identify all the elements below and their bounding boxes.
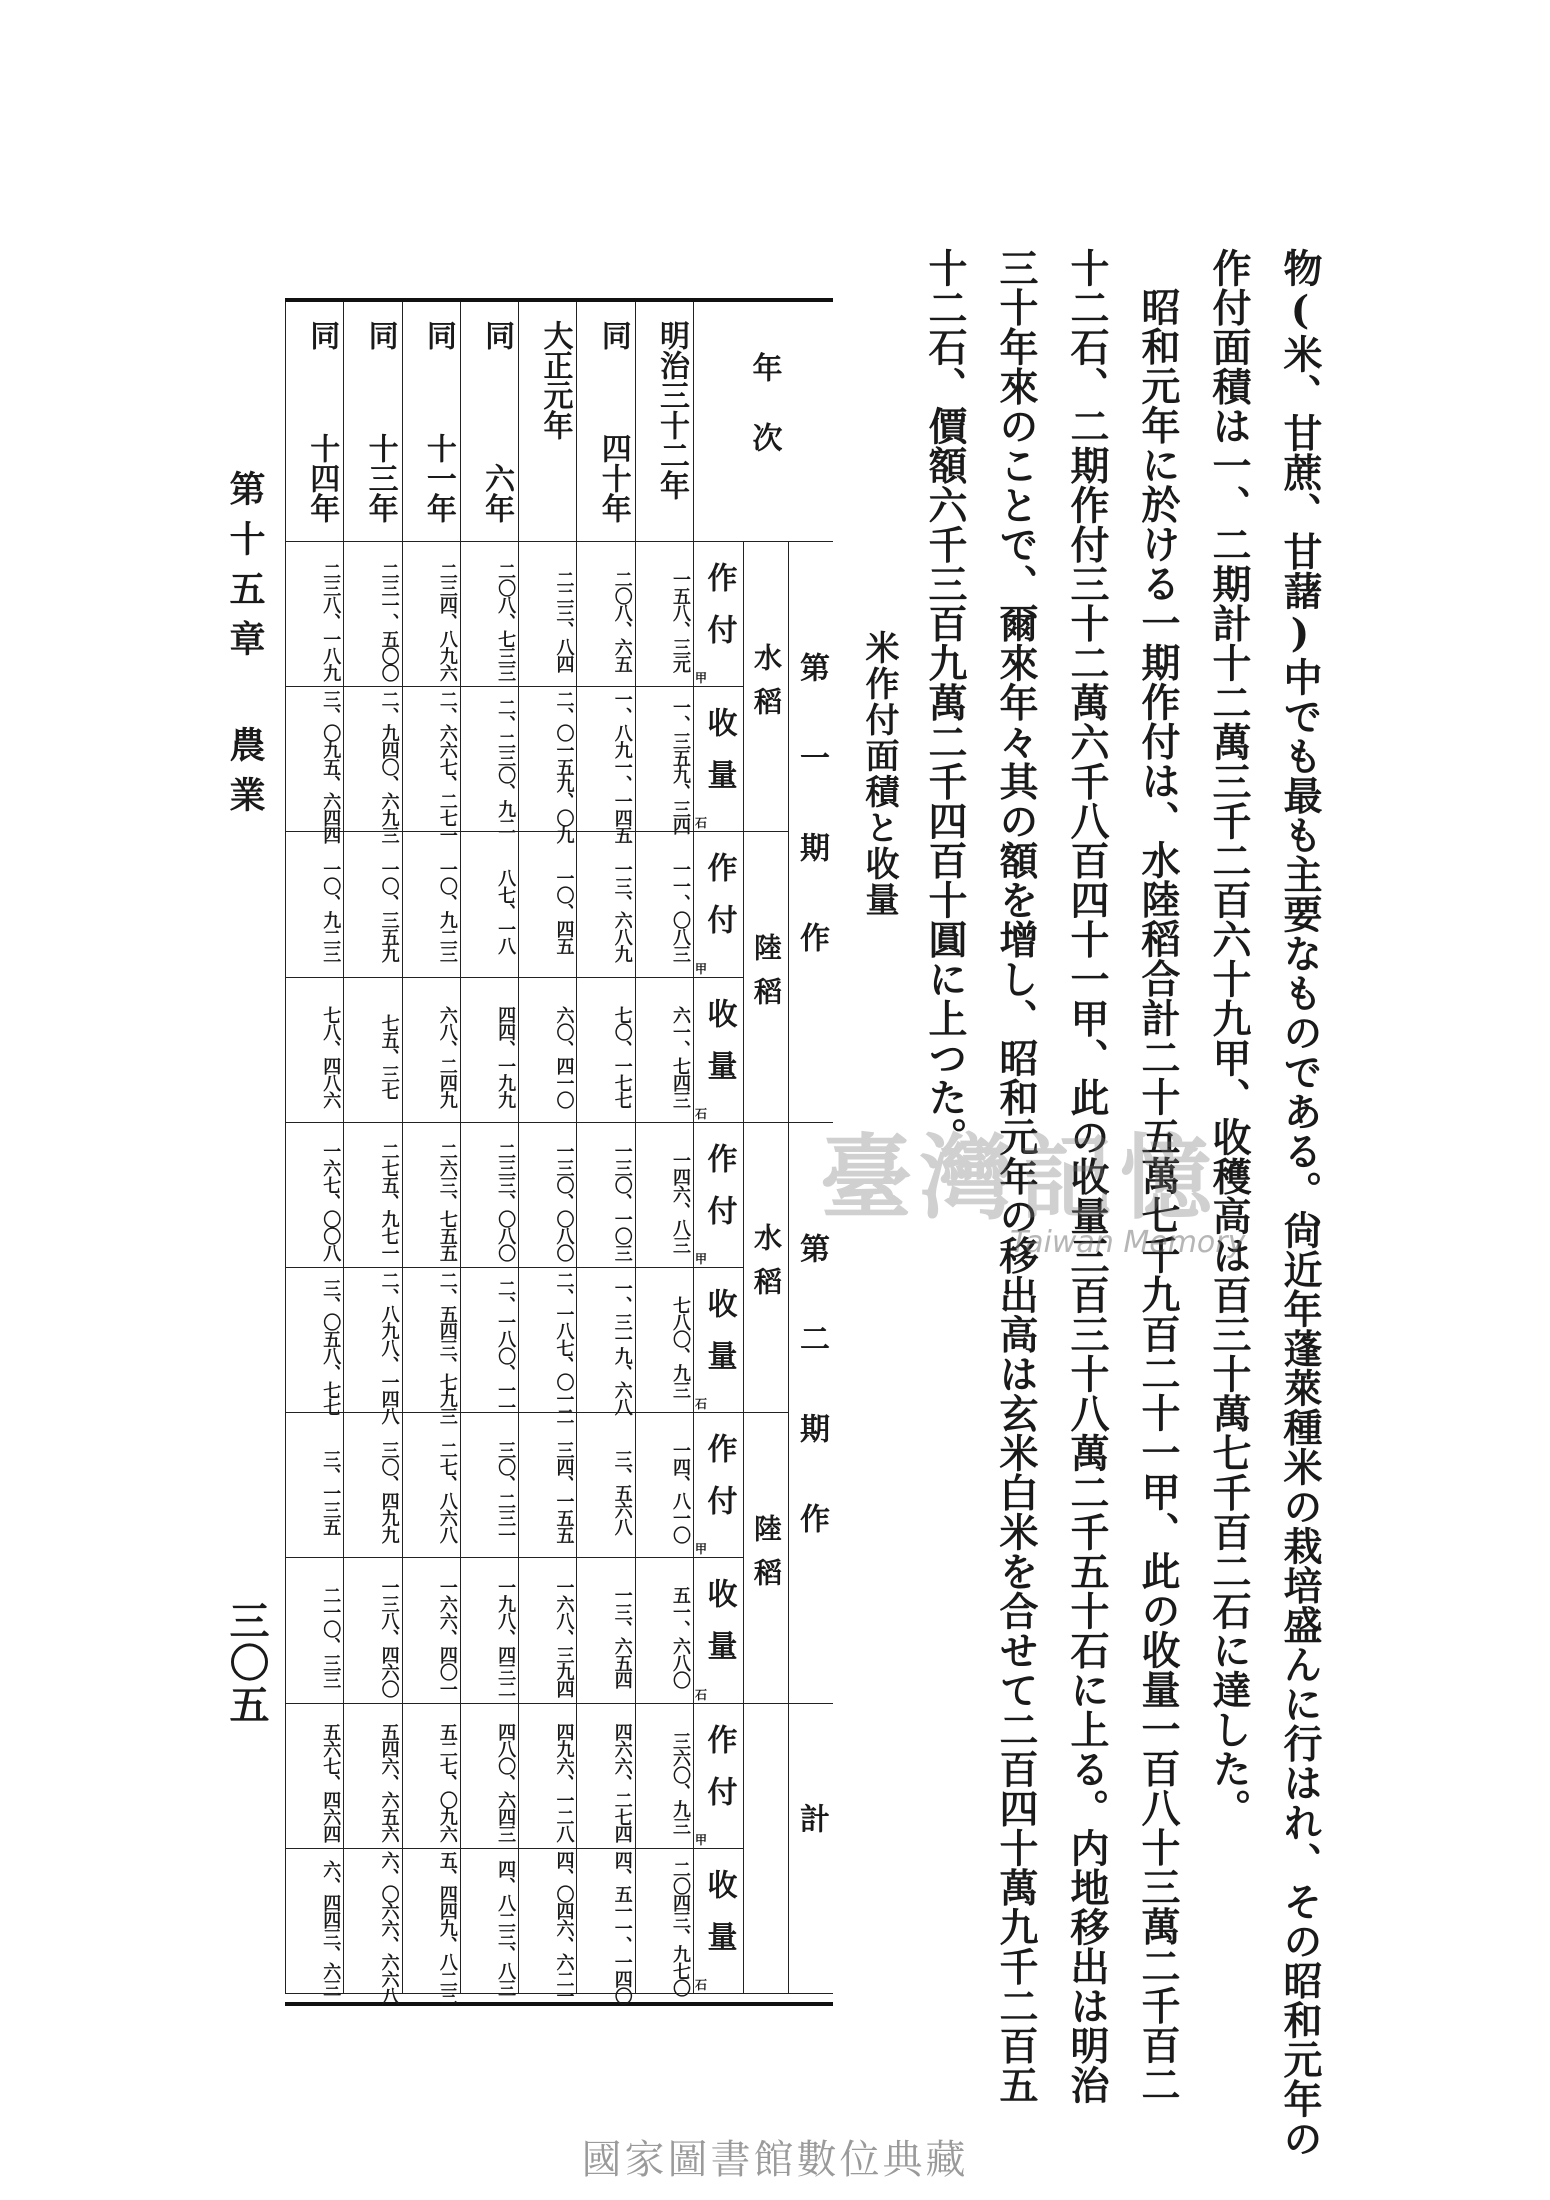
table-cell: 一四、八一〇 [635,1413,693,1558]
table-cell: 二、八九八、一四八 [343,1268,401,1413]
table-cell: 四九六、一二八 [518,1704,576,1849]
table-cell: 一〇、三五九 [343,832,401,977]
table-cell: 五一、六八〇 [635,1558,693,1703]
unit-area: 甲 [694,1832,707,1847]
page-number: 三〇五 [223,1600,270,1726]
table-cell: 六、四四三、六三 [285,1849,343,1994]
unit-yield: 石 [694,1397,707,1412]
row-year [635,302,693,542]
table-cell: 七〇、一七七 [576,978,634,1123]
row-year-a: 同 [304,320,340,350]
table-cell: 一〇、四五 [518,832,576,977]
header-upland: 陸稻 [743,832,788,1122]
table-cell: 七八〇、九三 [635,1268,693,1413]
row-year-a: 同 [362,320,398,350]
table-cell: 二三三、〇八〇 [460,1123,518,1268]
header-yield: 收量 [693,1268,743,1413]
table-cell: 一三、六八九 [576,832,634,977]
table-cell: 二〇八、六五 [576,542,634,687]
table-cell: 二、六六七、二七一 [402,687,460,832]
header-total-blank [743,1704,788,1994]
row-year-a: 同 [479,320,515,350]
row-year-b: 十一年 [420,433,456,523]
row-year-b: 十三年 [362,433,398,523]
table-cell: 四、八二三、八三 [460,1849,518,1994]
table-cell: 二三四、八九六 [402,542,460,687]
unit-yield: 石 [694,1978,707,1992]
header-planted: 作付 [693,1704,743,1849]
table-cell: 三、〇九五、六四四 [285,687,343,832]
table-cell: 四、五一一、一四〇 [576,1849,634,1994]
header-yield: 收量 [693,978,743,1123]
rice-table [285,298,833,2006]
row-year [402,302,460,542]
table-cell: 一五八、三元 [635,542,693,687]
paragraph-line: 十二石、二期作付三十二萬六千八百四十一甲、此の收量三百三十八萬二千五十石に上る。内地移出は明治 [1064,248,1110,2105]
header-year: 年次 [693,302,833,542]
table-cell: 五四六、六五六 [343,1704,401,1849]
table-cell: 二六三、七五五 [402,1123,460,1268]
header-yield: 收量 [693,1849,743,1994]
row-year-a: 同 [420,320,456,350]
table-cell: 二、二三〇、九二 [460,687,518,832]
paragraph-line: 昭和元年に於ける一期作付は、水陸稻合計二十五萬七千九百二十一甲、此の收量一百八十三萬二千百二 [1135,287,1181,2104]
table-cell: 一、八九一、一四五 [576,687,634,832]
table-cell: 二三一、五〇〇 [343,542,401,687]
table-cell: 一三〇、〇八〇 [518,1123,576,1268]
table-cell: 一六六、四〇一 [402,1558,460,1703]
table-cell: 二〇八、七三三 [460,542,518,687]
table-cell: 一三、六五四 [576,1558,634,1703]
chapter-title: 第十五章 農業 [224,470,266,826]
footer-credit: 國家圖書館數位典藏 [581,2137,969,2183]
paragraph-line: 三十年來のことで、爾來年々其の額を增し、昭和元年の移出高は玄米白米を合せて二百四十萬九千二百五 [993,248,1039,2105]
unit-area: 甲 [694,1542,707,1557]
row-year [285,302,343,542]
row-year [518,302,576,542]
header-yield: 收量 [693,687,743,832]
table-cell: 一三八、四六〇 [343,1558,401,1703]
table-cell: 六、〇六六、六六八 [343,1849,401,1994]
unit-area: 甲 [694,671,707,686]
header-total: 計 [788,1704,833,1994]
header-planted: 作付 [693,542,743,687]
header-planted: 作付 [693,1413,743,1558]
header-planted: 作付 [693,1123,743,1268]
row-year-a: 大正元年 [537,320,573,440]
paragraph-line: 作付面積は一、二期計十二萬三千二百六十九甲、收穫高は百三十萬七千百二石に達した。 [1206,248,1252,1828]
unit-yield: 石 [694,816,707,831]
table-cell: 二、五四三、七九三 [402,1268,460,1413]
header-paddy: 水稻 [743,542,788,832]
table-cell: 四六六、二七四 [576,1704,634,1849]
table-cell: 一四六、八三 [635,1123,693,1268]
row-year-b: 四十年 [595,433,631,523]
table-cell: 二、九四〇、六九三 [343,687,401,832]
table-cell: 五、四四九、八二三 [402,1849,460,1994]
table-cell: 二一〇、三三 [285,1558,343,1703]
row-year [343,302,401,542]
table-cell: 三四、一五五 [518,1413,576,1558]
table-cell: 二二三、八四 [518,542,576,687]
table-cell: 一、三五九、三四 [635,687,693,832]
table-cell: 一、三一九、六八 [576,1268,634,1413]
table-cell: 二七、八六八 [402,1413,460,1558]
table-cell: 二、〇一五九、〇九 [518,687,576,832]
unit-yield: 石 [694,1106,707,1121]
header-second-crop: 第二期作 [788,1123,833,1704]
table-cell: 一三〇、一〇三 [576,1123,634,1268]
table-cell: 一六七、〇〇八 [285,1123,343,1268]
table-cell: 四八〇、六四三 [460,1704,518,1849]
paragraph-line: 十二石、價額六千三百九萬二千四百十圓に上つた。 [922,248,968,1157]
paragraph-line: 物(米、甘蔗、甘藷)中でも最も主要なものである。尙近年蓬萊種米の栽培盛んに行はれ、その昭和元年の [1277,248,1323,2158]
table-cell: 六一、七四三 [635,978,693,1123]
table-cell: 三六〇、九三 [635,1704,693,1849]
table-cell: 八七、一八 [460,832,518,977]
table-cell: 三、一三五 [285,1413,343,1558]
row-year-b: 六年 [479,463,515,523]
table-cell: 二〇四三、九七〇 [635,1849,693,1994]
table-cell: 七八、四八六 [285,978,343,1123]
table-cell: 五六七、四六四 [285,1704,343,1849]
table-cell: 一〇、九二三 [402,832,460,977]
header-yield: 收量 [693,1558,743,1703]
table-cell: 二三八、一八九 [285,542,343,687]
table-cell: 二、一八〇、一一 [460,1268,518,1413]
unit-yield: 石 [694,1687,707,1702]
table-cell: 一九八、四三二 [460,1558,518,1703]
unit-area: 甲 [694,961,707,976]
table-cell: 二、一八七、〇一二 [518,1268,576,1413]
table-cell: 三、五六八 [576,1413,634,1558]
table-cell: 三〇、四九九 [343,1413,401,1558]
table-cell: 一〇、九二三 [285,832,343,977]
header-paddy: 水稻 [743,1123,788,1413]
row-year-a: 同 [595,320,631,350]
row-year-a: 明治三十二年 [654,320,689,500]
table-cell: 一一、〇八三 [635,832,693,977]
table-cell: 三、〇五八、七七 [285,1268,343,1413]
row-year-b: 十四年 [304,433,340,523]
row-year [576,302,634,542]
table-cell: 六八、二四九 [402,978,460,1123]
header-planted: 作付 [693,832,743,977]
watermark-logo: 臺灣記憶 [820,1124,1221,1232]
header-first-crop: 第一期作 [788,542,833,1123]
table-cell: 一六八、三九四 [518,1558,576,1703]
unit-area: 甲 [694,1252,707,1266]
table-cell: 七五、三七 [343,978,401,1123]
watermark-subtitle: Taiwan Memory [1010,1225,1246,1260]
row-year [460,302,518,542]
table-cell: 二七五、九七一 [343,1123,401,1268]
table-caption: 米作付面積と收量 [859,630,899,918]
table-cell: 三〇、二三一 [460,1413,518,1558]
table-cell: 四四、一九九 [460,978,518,1123]
table-cell: 四、〇四六、六二一 [518,1849,576,1994]
table-cell: 六〇、四一〇 [518,978,576,1123]
body-paragraph [909,248,1335,2158]
table-cell: 五二七、〇九六 [402,1704,460,1849]
header-upland: 陸稻 [743,1413,788,1703]
